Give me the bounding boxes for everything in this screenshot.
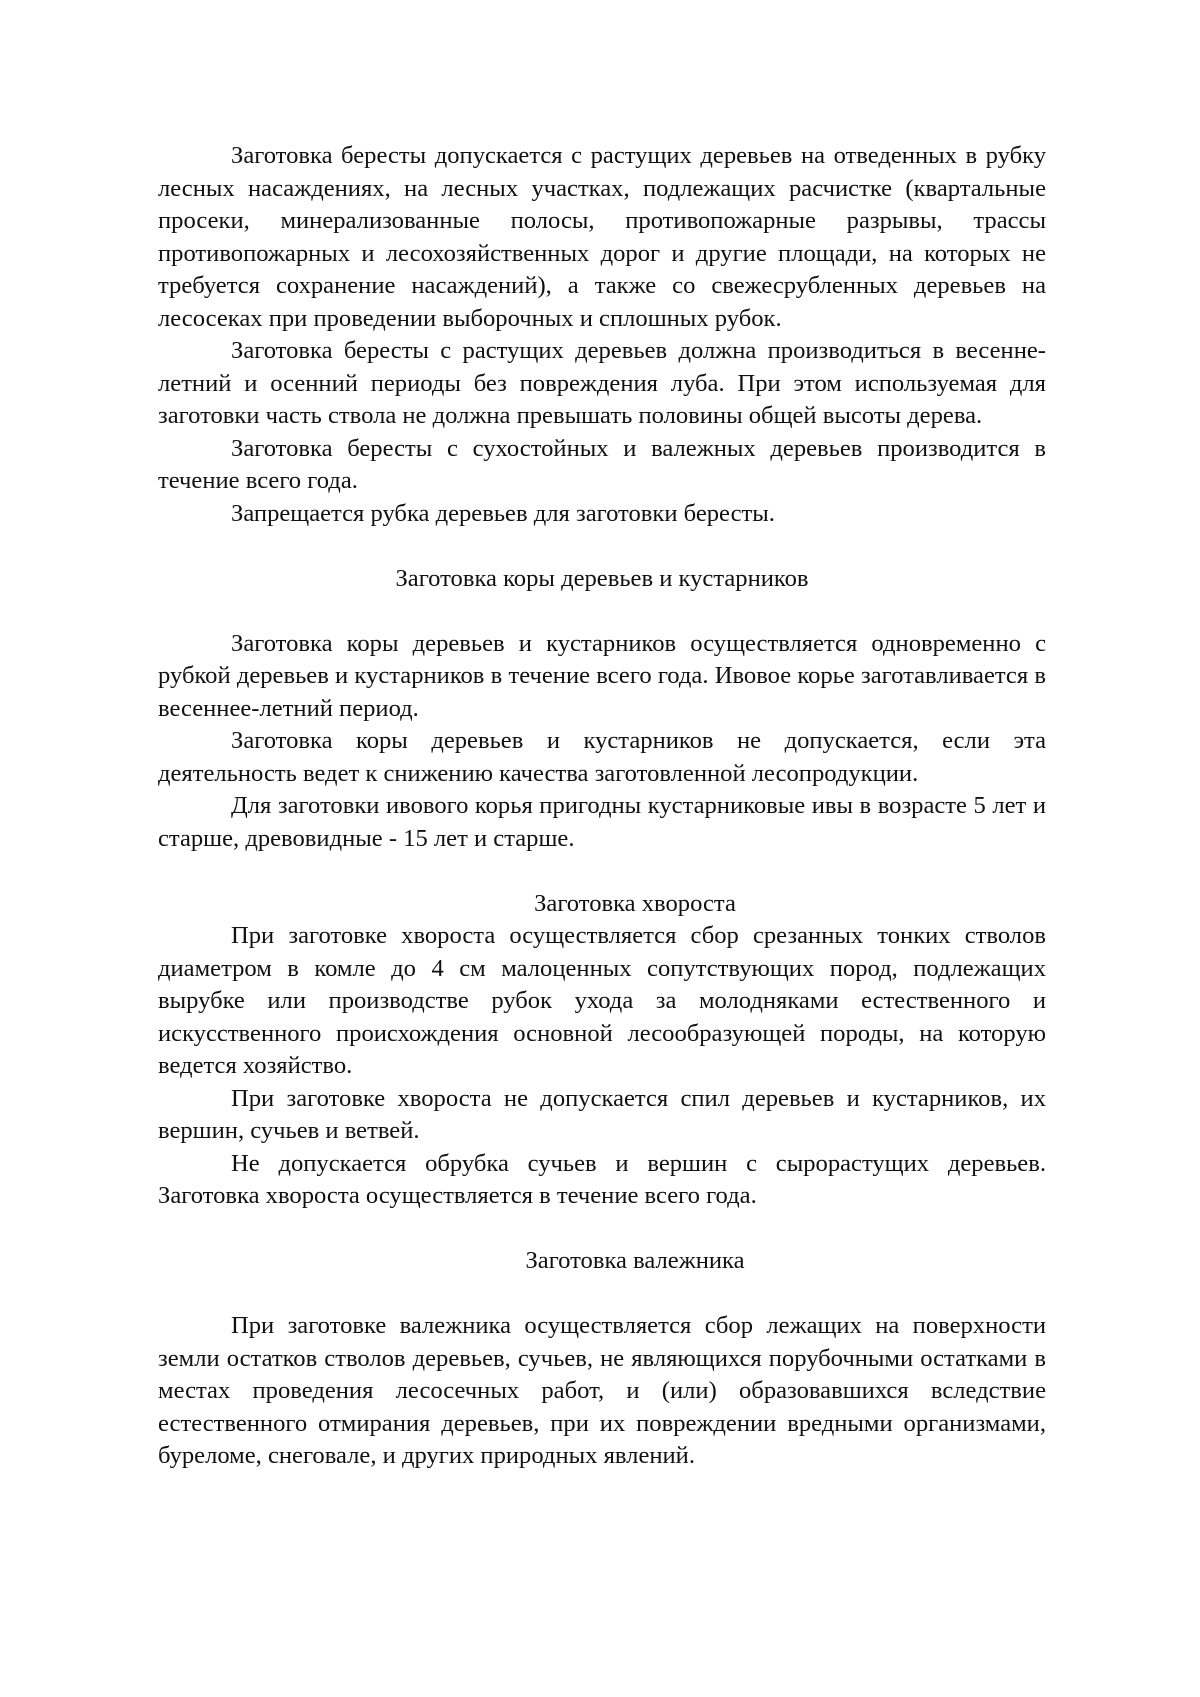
spacer — [158, 1278, 1046, 1311]
paragraph-bark-1: Заготовка коры деревьев и кустарников осуществляется одновременно с рубкой деревьев и кустарников в течение всего года. Ивовое корье заготавливается в весеннее-летний период. — [158, 629, 1046, 722]
paragraph-brushwood-1: При заготовке хвороста осуществляется сбор срезанных тонких стволов диаметром в комле до 4 см малоценных сопутствующих пород, подлежащих вырубке или производстве рубок ухода за молодняками естественного и искусственного происхождения основной лесообразующей породы, на которую ведется хозяйство. — [158, 922, 1046, 1079]
paragraph-birch-bark-1: Заготовка бересты допускается с растущих деревьев на отведенных в рубку лесных насаждениях, на лесных участках, подлежащих расчистке (квартальные просеки, минерализованные полосы, противопожарные разрывы, трассы противопожарных и лесохозяйственных дорог и другие площади, на которых не требуется сохранение насаждений), а также со свежесрубленных деревьев на лесосеках при проведении выборочных и сплошных рубок. — [158, 142, 1046, 332]
section-bark — [158, 563, 1046, 856]
heading-bark: Заготовка коры деревьев и кустарников — [395, 564, 809, 592]
section-deadwood — [158, 1245, 1046, 1473]
paragraph-bark-3: Для заготовки ивового корья пригодны кустарниковые ивы в возрасте 5 лет и старше, древовидные - 15 лет и старше. — [158, 792, 1046, 852]
section-brushwood — [158, 888, 1046, 1213]
paragraph-brushwood-3: Не допускается обрубка сучьев и вершин с сырорастущих деревьев. Заготовка хвороста осуществляется в течение всего года. — [158, 1149, 1046, 1209]
document-page — [158, 140, 1046, 1473]
paragraph-brushwood-2: При заготовке хвороста не допускается спил деревьев и кустарников, их вершин, сучьев и ветвей. — [158, 1084, 1046, 1144]
spacer — [158, 530, 1046, 563]
section-birch-bark — [158, 140, 1046, 530]
paragraph-birch-bark-4: Запрещается рубка деревьев для заготовки бересты. — [231, 499, 775, 527]
paragraph-birch-bark-2: Заготовка бересты с растущих деревьев должна производиться в весенне-летний и осенний периоды без повреждения луба. При этом используемая для заготовки часть ствола не должна превышать половины общей высоты дерева. — [158, 337, 1046, 429]
spacer — [158, 595, 1046, 628]
paragraph-birch-bark-3: Заготовка бересты с сухостойных и валежных деревьев производится в течение всего года. — [158, 434, 1046, 494]
heading-deadwood: Заготовка валежника — [525, 1247, 745, 1274]
spacer — [158, 855, 1046, 888]
paragraph-bark-2: Заготовка коры деревьев и кустарников не допускается, если эта деятельность ведет к снижению качества заготовленной лесопродукции. — [158, 727, 1046, 787]
paragraph-deadwood-1: При заготовке валежника осуществляется сбор лежащих на поверхности земли остатков стволов деревьев, сучьев, не являющихся порубочными остатками в местах проведения лесосечных работ, и (или) образовавшихся вследствие естественного отмирания деревьев, при их повреждении вредными организмами, буреломе, снеговале, и других природных явлений. — [158, 1312, 1046, 1469]
spacer — [158, 1213, 1046, 1246]
heading-brushwood: Заготовка хвороста — [534, 889, 736, 917]
